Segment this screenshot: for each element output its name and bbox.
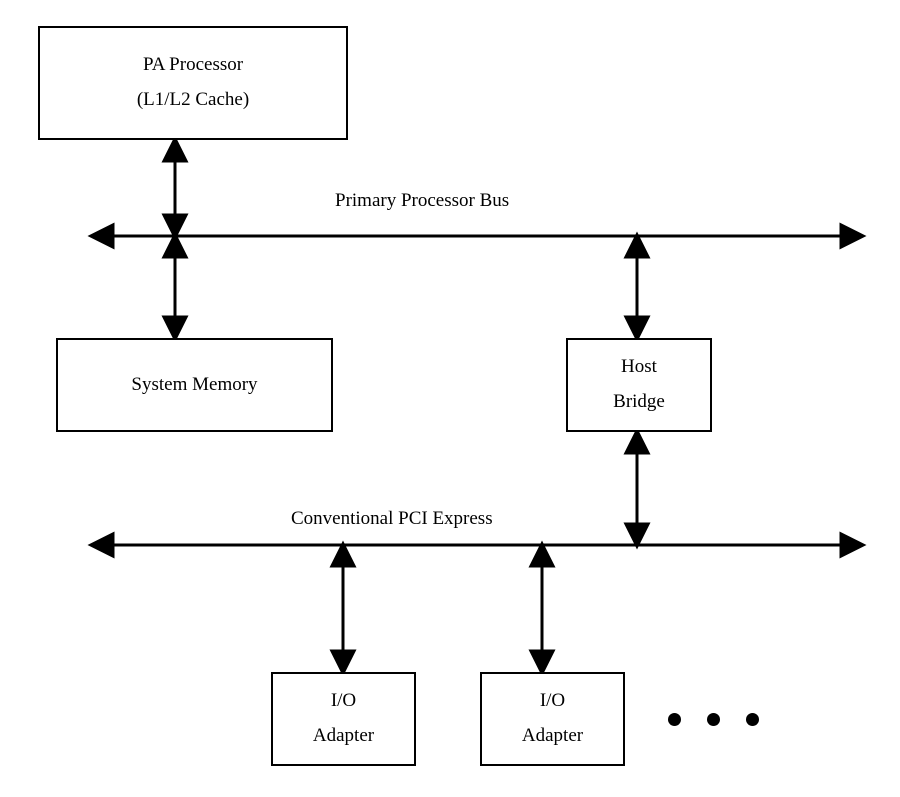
node-host-bridge-line-1: Host: [621, 356, 657, 378]
ellipsis-dots: [668, 713, 759, 726]
node-host-bridge-line-2: Bridge: [613, 391, 665, 412]
ellipsis-dot: [707, 713, 720, 726]
node-system-memory[interactable]: [56, 338, 333, 432]
ellipsis-dot: [668, 713, 681, 726]
node-io-adapter-1-line-2: Adapter: [312, 725, 375, 746]
node-host-bridge[interactable]: [566, 338, 712, 432]
node-pa-processor-line-2: (L1/L2 Cache): [136, 89, 250, 110]
node-pa-processor-line-1: PA Processor: [142, 54, 244, 76]
node-system-memory-line-1: System Memory: [131, 373, 258, 395]
node-pa-processor[interactable]: [38, 26, 348, 140]
ellipsis-dot: [746, 713, 759, 726]
node-io-adapter-2-line-2: Adapter: [521, 725, 584, 746]
node-io-adapter-1[interactable]: [271, 672, 416, 766]
label-primary-processor-bus: Primary Processor Bus: [335, 190, 510, 211]
label-conventional-pci-express: Conventional PCI Express: [291, 508, 493, 529]
node-io-adapter-2-line-1: I/O: [539, 690, 566, 712]
node-io-adapter-1-line-1: I/O: [330, 690, 357, 712]
node-io-adapter-2[interactable]: [480, 672, 625, 766]
